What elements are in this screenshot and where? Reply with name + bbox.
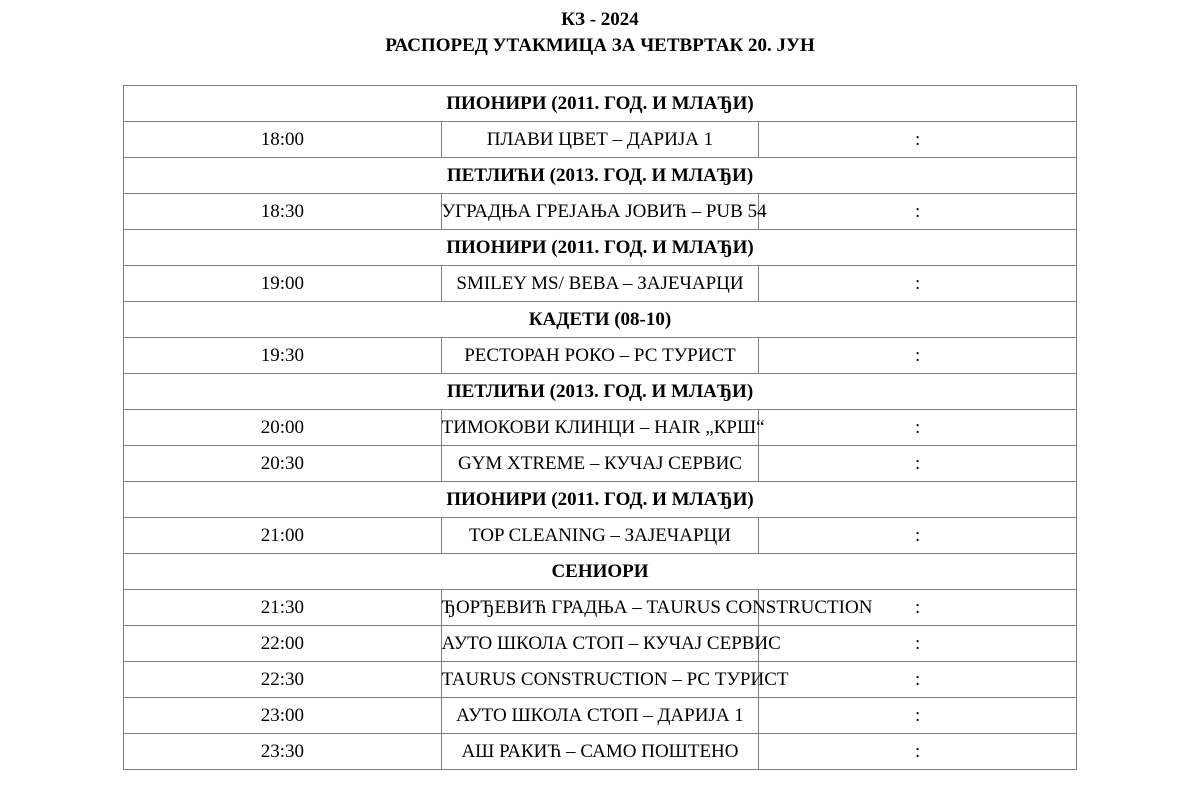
category-row: [124, 374, 1077, 410]
match-row: [124, 446, 1077, 482]
match-score: :: [759, 734, 1077, 770]
match-row: [124, 266, 1077, 302]
match-teams: АУТО ШКОЛА СТОП – ДАРИЈА 1: [441, 698, 759, 734]
match-teams: АУТО ШКОЛА СТОП – КУЧАЈ СЕРВИС: [441, 626, 759, 662]
match-score: :: [759, 338, 1077, 374]
match-row: [124, 734, 1077, 770]
match-score: :: [759, 662, 1077, 698]
match-teams: УГРАДЊА ГРЕЈАЊА ЈОВИЋ – PUB 54: [441, 194, 759, 230]
match-time: 23:00: [124, 698, 442, 734]
category-heading: ПИОНИРИ (2011. ГОД. И МЛАЂИ): [124, 230, 1077, 266]
match-teams: ТИМОКОВИ КЛИНЦИ – HAIR „КРШ“: [441, 410, 759, 446]
match-row: [124, 662, 1077, 698]
category-heading: ПЕТЛИЋИ (2013. ГОД. И МЛАЂИ): [124, 374, 1077, 410]
category-heading: СЕНИОРИ: [124, 554, 1077, 590]
category-row: [124, 554, 1077, 590]
match-score: :: [759, 122, 1077, 158]
match-row: [124, 590, 1077, 626]
match-row: [124, 122, 1077, 158]
match-time: 21:30: [124, 590, 442, 626]
match-row: [124, 518, 1077, 554]
match-teams: SMILEY MS/ BEBA – ЗАЈЕЧАРЦИ: [441, 266, 759, 302]
match-row: [124, 626, 1077, 662]
match-time: 22:00: [124, 626, 442, 662]
category-row: [124, 158, 1077, 194]
document-subtitle: РАСПОРЕД УТАКМИЦА ЗА ЧЕТВРТАК 20. ЈУН: [385, 35, 815, 56]
match-time: 22:30: [124, 662, 442, 698]
document-title: КЗ - 2024: [561, 9, 639, 30]
category-row: [124, 482, 1077, 518]
match-score: :: [759, 266, 1077, 302]
match-time: 18:30: [124, 194, 442, 230]
match-teams: РЕСТОРАН РОКО – РС ТУРИСТ: [441, 338, 759, 374]
match-score: :: [759, 698, 1077, 734]
match-teams: ЂОРЂЕВИЋ ГРАДЊА – TAURUS CONSTRUCTION: [441, 590, 759, 626]
schedule-table-body: [124, 86, 1077, 770]
match-row: [124, 194, 1077, 230]
match-score: :: [759, 626, 1077, 662]
match-teams: АШ РАКИЋ – САМО ПОШТЕНО: [441, 734, 759, 770]
match-teams: ПЛАВИ ЦВЕТ – ДАРИЈА 1: [441, 122, 759, 158]
match-row: [124, 338, 1077, 374]
match-score: :: [759, 410, 1077, 446]
match-score: :: [759, 194, 1077, 230]
match-score: :: [759, 446, 1077, 482]
match-row: [124, 698, 1077, 734]
match-teams: GYM XTREME – КУЧАЈ СЕРВИС: [441, 446, 759, 482]
match-time: 18:00: [124, 122, 442, 158]
category-heading: ПИОНИРИ (2011. ГОД. И МЛАЂИ): [124, 482, 1077, 518]
match-time: 19:00: [124, 266, 442, 302]
match-time: 20:00: [124, 410, 442, 446]
category-row: [124, 86, 1077, 122]
match-time: 19:30: [124, 338, 442, 374]
match-time: 21:00: [124, 518, 442, 554]
category-row: [124, 230, 1077, 266]
category-heading: ПЕТЛИЋИ (2013. ГОД. И МЛАЂИ): [124, 158, 1077, 194]
match-teams: TAURUS CONSTRUCTION – РС ТУРИСТ: [441, 662, 759, 698]
match-time: 23:30: [124, 734, 442, 770]
match-score: :: [759, 518, 1077, 554]
category-heading: ПИОНИРИ (2011. ГОД. И МЛАЂИ): [124, 86, 1077, 122]
match-time: 20:30: [124, 446, 442, 482]
category-row: [124, 302, 1077, 338]
match-score: :: [759, 590, 1077, 626]
match-row: [124, 410, 1077, 446]
category-heading: КАДЕТИ (08-10): [124, 302, 1077, 338]
schedule-table: [123, 85, 1077, 770]
match-teams: TOP CLEANING – ЗАЈЕЧАРЦИ: [441, 518, 759, 554]
